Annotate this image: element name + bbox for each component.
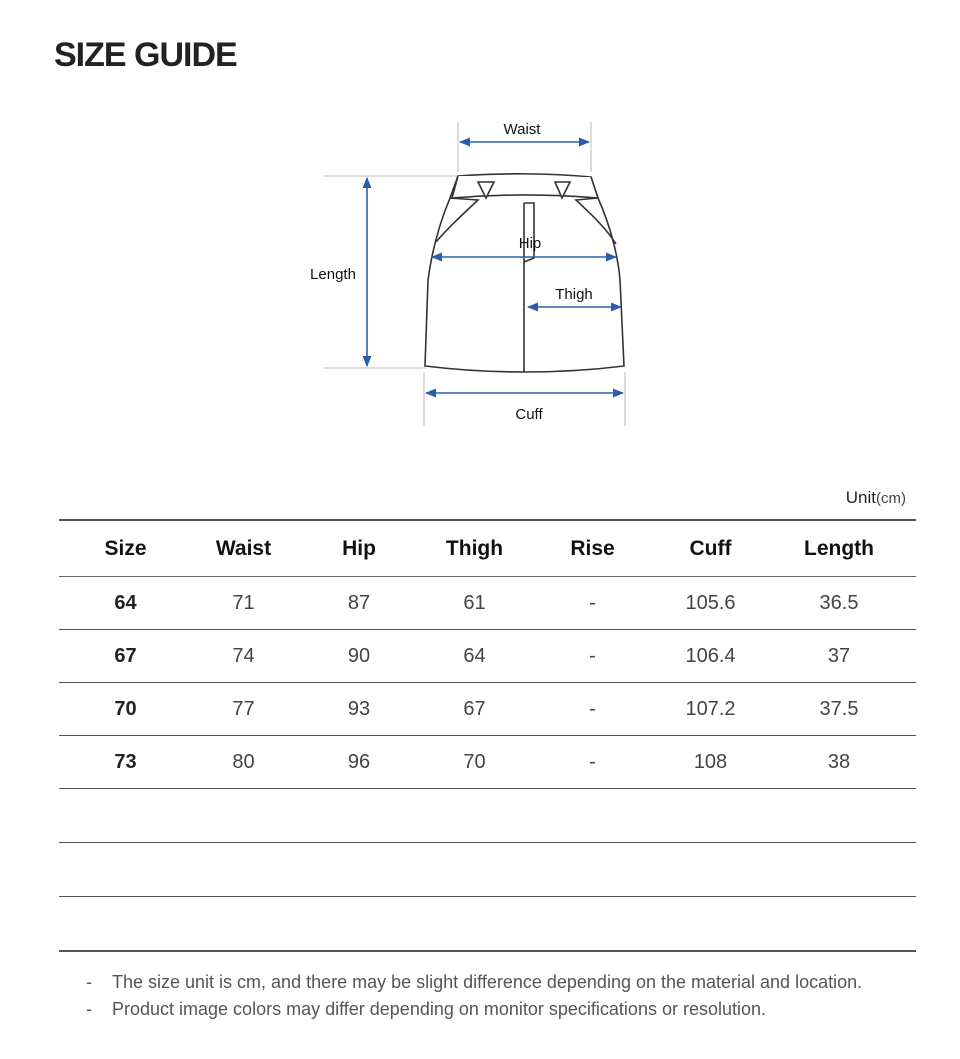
table-header-row bbox=[59, 520, 916, 577]
header-waist: Waist bbox=[192, 520, 295, 577]
size-cell: 70 bbox=[59, 683, 192, 736]
note-text: Product image colors may differ depending on monitor specifications or resolution. bbox=[112, 999, 767, 1019]
size-cell: 73 bbox=[59, 736, 192, 789]
empty-table-row bbox=[59, 897, 916, 952]
waist-label: Waist bbox=[503, 121, 541, 138]
header-rise: Rise bbox=[526, 520, 659, 577]
note-item bbox=[86, 999, 862, 1026]
size-table bbox=[59, 519, 916, 952]
hip-cell: 87 bbox=[295, 577, 423, 630]
note-bullet: - bbox=[86, 972, 92, 992]
empty-table-row bbox=[59, 843, 916, 897]
note-bullet: - bbox=[86, 999, 92, 1019]
table-row bbox=[59, 736, 916, 789]
table-row bbox=[59, 577, 916, 630]
header-cuff: Cuff bbox=[659, 520, 762, 577]
empty-table-row bbox=[59, 789, 916, 843]
note-text: The size unit is cm, and there may be slight difference depending on the material and location. bbox=[112, 972, 863, 992]
cuff-cell: 108 bbox=[659, 736, 762, 789]
header-hip: Hip bbox=[295, 520, 423, 577]
unit-label: Unit bbox=[845, 488, 876, 507]
rise-cell: - bbox=[526, 630, 659, 683]
length-cell: 38 bbox=[762, 736, 916, 789]
length-label: Length bbox=[310, 266, 356, 283]
notes bbox=[86, 972, 862, 1026]
waist-cell: 80 bbox=[192, 736, 295, 789]
note-item bbox=[86, 972, 862, 999]
cuff-cell: 106.4 bbox=[659, 630, 762, 683]
length-cell: 37.5 bbox=[762, 683, 916, 736]
size-cell: 64 bbox=[59, 577, 192, 630]
header-size: Size bbox=[59, 520, 192, 577]
thigh-cell: 64 bbox=[423, 630, 526, 683]
thigh-cell: 67 bbox=[423, 683, 526, 736]
table-row bbox=[59, 683, 916, 736]
thigh-label: Thigh bbox=[555, 286, 593, 303]
waist-cell: 77 bbox=[192, 683, 295, 736]
cuff-cell: 107.2 bbox=[659, 683, 762, 736]
waist-cell: 71 bbox=[192, 577, 295, 630]
size-cell: 67 bbox=[59, 630, 192, 683]
hip-cell: 90 bbox=[295, 630, 423, 683]
rise-cell: - bbox=[526, 683, 659, 736]
length-cell: 37 bbox=[762, 630, 916, 683]
table-row bbox=[59, 630, 916, 683]
hip-cell: 93 bbox=[295, 683, 423, 736]
length-cell: 36.5 bbox=[762, 577, 916, 630]
rise-cell: - bbox=[526, 736, 659, 789]
hip-label: Hip bbox=[518, 235, 542, 252]
skirt-outline bbox=[425, 174, 624, 372]
skirt-measurement-diagram bbox=[0, 0, 960, 440]
unit-value: (cm) bbox=[876, 490, 906, 507]
header-length: Length bbox=[762, 520, 916, 577]
waist-cell: 74 bbox=[192, 630, 295, 683]
rise-cell: - bbox=[526, 577, 659, 630]
cuff-cell: 105.6 bbox=[659, 577, 762, 630]
unit-indicator bbox=[846, 488, 906, 508]
header-thigh: Thigh bbox=[423, 520, 526, 577]
thigh-cell: 70 bbox=[423, 736, 526, 789]
hip-cell: 96 bbox=[295, 736, 423, 789]
cuff-label: Cuff bbox=[515, 406, 543, 423]
thigh-cell: 61 bbox=[423, 577, 526, 630]
page-title: SIZE GUIDE bbox=[54, 36, 237, 74]
